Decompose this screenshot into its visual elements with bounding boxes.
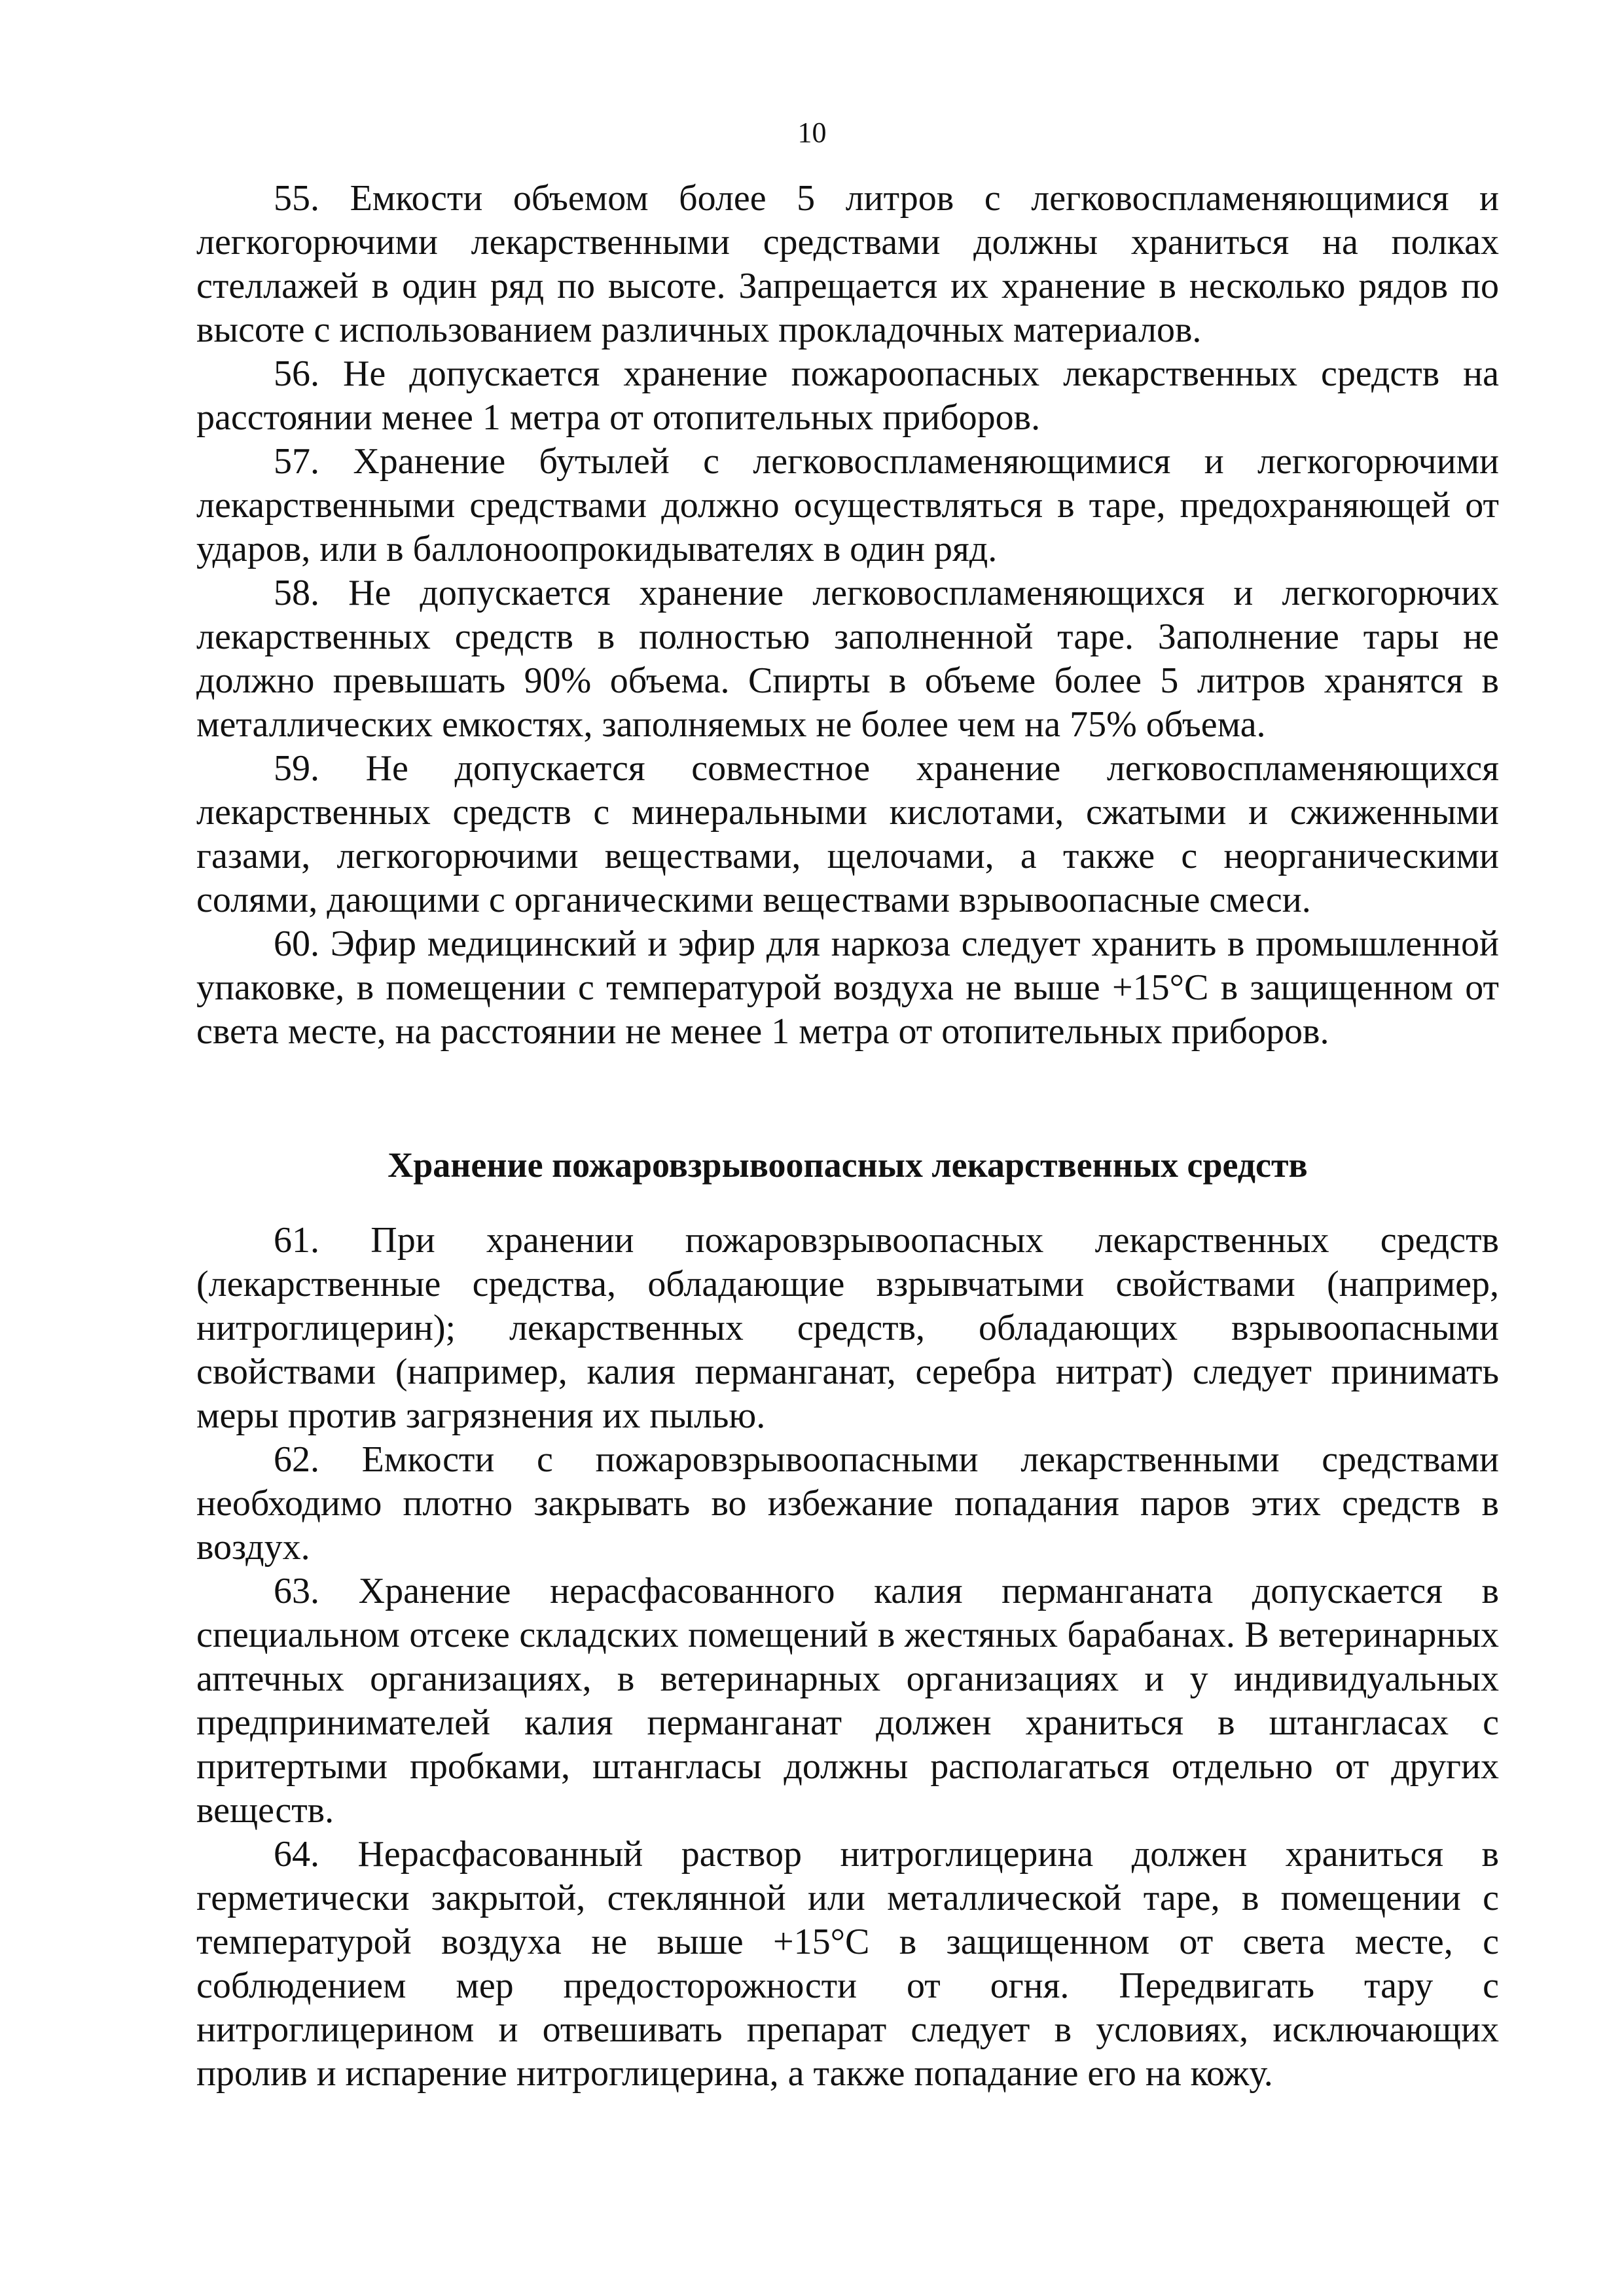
paragraph-63: 63. Хранение нерасфасованного калия перманганата допускается в специальном отсеке складских помещений в жестяных барабанах. В ветеринарных аптечных организациях, в ветеринарных организациях и у индивидуальных предпринимателей калия перманганат должен храниться в штангласах с притертыми пробками, штангласы должны располагаться отдельно от других веществ. [196, 1571, 1499, 1831]
paragraph-64: 64. Нерасфасованный раствор нитроглицерина должен храниться в герметически закрытой, стеклянной или металлической таре, в помещении с температурой воздуха не выше +15°С в защищенном от света месте, с соблюдением мер предосторожности от огня. Передвигать тару с нитроглицерином и отвешивать препарат следует в условиях, исключающих пролив и испарение нитроглицерина, а также попадание его на кожу. [196, 1834, 1499, 2094]
paragraph-59: 59. Не допускается совместное хранение легковоспламеняющихся лекарственных средств с минеральными кислотами, сжатыми и сжиженными газами, легкогорючими веществами, щелочами, а также с неорганическими солями, дающими с органическими веществами взрывоопасные смеси. [196, 748, 1499, 920]
paragraph-60: 60. Эфир медицинский и эфир для наркоза следует хранить в промышленной упаковке, в помещении с температурой воздуха не выше +15°С в защищенном от света месте, на расстоянии не менее 1 метра от отопительных приборов. [196, 924, 1499, 1052]
paragraph-62: 62. Емкости с пожаровзрывоопасными лекарственными средствами необходимо плотно закрывать во избежание попадания паров этих средств в воздух. [196, 1439, 1499, 1568]
paragraph-56: 56. Не допускается хранение пожароопасных лекарственных средств на расстоянии менее 1 метра от отопительных приборов. [196, 353, 1499, 438]
section-heading: Хранение пожаровзрывоопасных лекарственных средств [388, 1145, 1308, 1185]
paragraph-58: 58. Не допускается хранение легковоспламеняющихся и легкогорючих лекарственных средств в полностью заполненной таре. Заполнение тары не должно превышать 90% объема. Спирты в объеме более 5 литров хранятся в металлических емкостях, заполняемых не более чем на 75% объема. [196, 573, 1499, 745]
paragraphs-after-section [196, 1219, 1499, 2096]
page-number: 10 [797, 117, 827, 149]
paragraph-55: 55. Емкости объемом более 5 литров с легковоспламеняющимися и легкогорючими лекарственными средствами должны храниться на полках стеллажей в один ряд по высоте. Запрещается их хранение в несколько рядов по высоте с использованием различных прокладочных материалов. [196, 178, 1499, 350]
paragraph-61: 61. При хранении пожаровзрывоопасных лекарственных средств (лекарственные средства, обладающие взрывчатыми свойствами (например, нитроглицерин); лекарственных средств, обладающих взрывоопасными свойствами (например, калия перманганат, серебра нитрат) следует принимать меры против загрязнения их пылью. [196, 1220, 1499, 1436]
paragraph-57: 57. Хранение бутылей с легковоспламеняющимися и легкогорючими лекарственными средствами должно осуществляться в таре, предохраняющей от ударов, или в баллоноопрокидывателях в один ряд. [196, 441, 1499, 569]
paragraphs-before-section [196, 177, 1499, 1054]
